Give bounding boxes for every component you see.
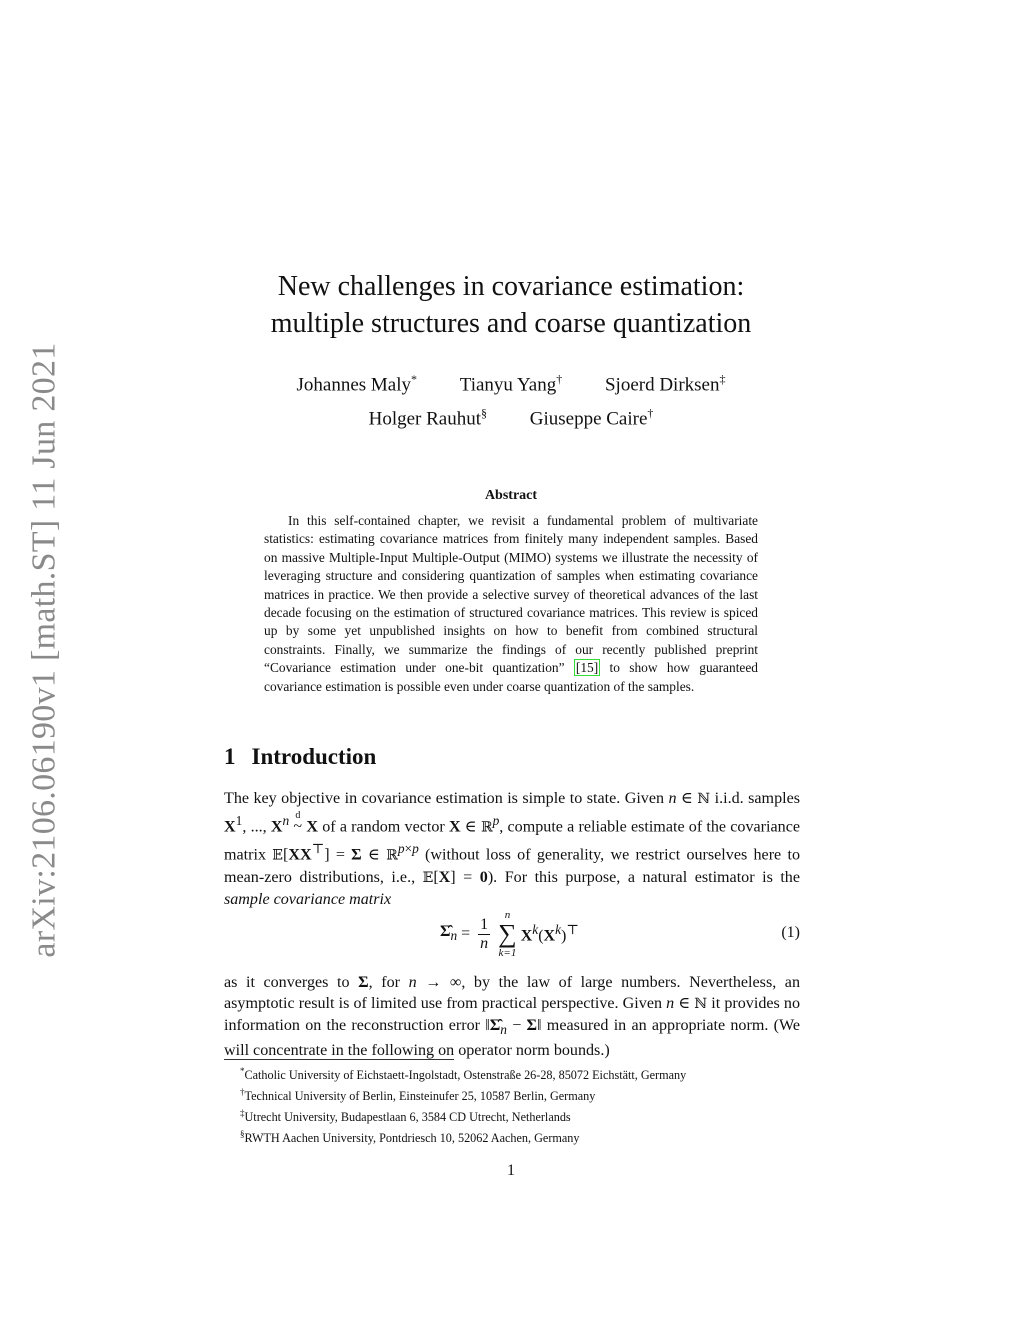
author-maly: Johannes Maly* [296,372,418,396]
citation-link-15[interactable]: [15] [575,660,599,676]
title-line-1: New challenges in covariance estimation: [277,271,745,302]
abstract-heading: Abstract [484,488,538,503]
intro-paragraph-1: The key objective in covariance estimation is simple to state. Given n ∈ ℕ i.i.d. samples $X^1$, ..., $X^n$ ~ d X of a random vector X ∈ ℝ$^p$, compute a reliable estimate of the covariance matrix 𝔼[XX⊤] = Σ ∈ ℝ$^{p\times p}$ (without loss of generality, we restrict ourselves here to mean-zero distributions, i.e., 𝔼[X] = 0). For this purpose, a natural estimator is the sample covariance matrix [224,790,801,908]
abstract-body: In this self-contained chapter, we revisit a fundamental problem of multivariate statistics: estimating covariance matrices from finitely many independent samples. Based on massive Multiple-Input Multiple-Output (MIMO) systems we illustrate the necessity of leveraging structure and considering quantization of samples when estimating covariance matrices in practice. We then provide a selective survey of theoretical advances of the last decade focusing on the estimation of structured covariance matrices. This review is spiced up by some yet unpublished insights on how to benefit from combined structural constraints. Finally, we summarize the findings of our recently published preprint “Covariance estimation under one-bit quantization” [15] to show how guaranteed covariance estimation is possible even under coarse quantization of the samples. [264,513,758,694]
section-heading-introduction: 1 Introduction [224,744,377,769]
term-sample-covariance: sample covariance matrix [224,890,392,908]
title-line-2: multiple structures and coarse quantization [270,308,752,339]
author-caire: Giuseppe Caire† [529,406,654,430]
equation-body: $\Sigmâ_n$ = $\frac{1}{n}$ n ∑ k=1 $X^k(X^k)^⊤$ [440,909,579,959]
equation-1 [224,906,800,962]
footnote-1: *Catholic University of Eichstaett-Ingolstadt, Ostenstraße 26-28, 85072 Eichstätt, Germany [240,1066,687,1083]
footnote-rule [224,1059,454,1060]
intro-paragraph-2: as it converges to Σ, for n → ∞, by the law of large numbers. Nevertheless, an asymptotic result is of limited use from practical perspective. Given n ∈ ℕ it provides no information on the reconstruction error $‖\Sigmâ_n$ − Σ‖ measured in an appropriate norm. (We will concentrate in the following on operator norm bounds.) [224,974,800,1060]
arxiv-id: arXiv:2106.06190v1 [math.ST] 11 Jun 2021 [26,342,64,958]
arxiv-stamp [16,340,74,960]
authors-row-2 [200,406,822,430]
authors-row-1 [200,372,822,396]
footnote-2: †Technical University of Berlin, Einsteinufer 25, 10587 Berlin, Germany [240,1087,596,1104]
footnote-3: ‡Utrecht University, Budapestlaan 6, 3584 CD Utrecht, Netherlands [240,1108,571,1125]
page-number: 1 [507,1162,515,1179]
author-rauhut: Holger Rauhut§ [368,406,487,430]
footnotes [240,1063,686,1147]
author-yang: Tianyu Yang† [459,372,563,396]
author-dirksen: Sjoerd Dirksen‡ [604,372,726,396]
equation-number: (1) [781,924,800,941]
footnote-4: §RWTH Aachen University, Pontdriesch 10, 52062 Aachen, Germany [240,1129,580,1146]
paper-title [200,268,822,342]
